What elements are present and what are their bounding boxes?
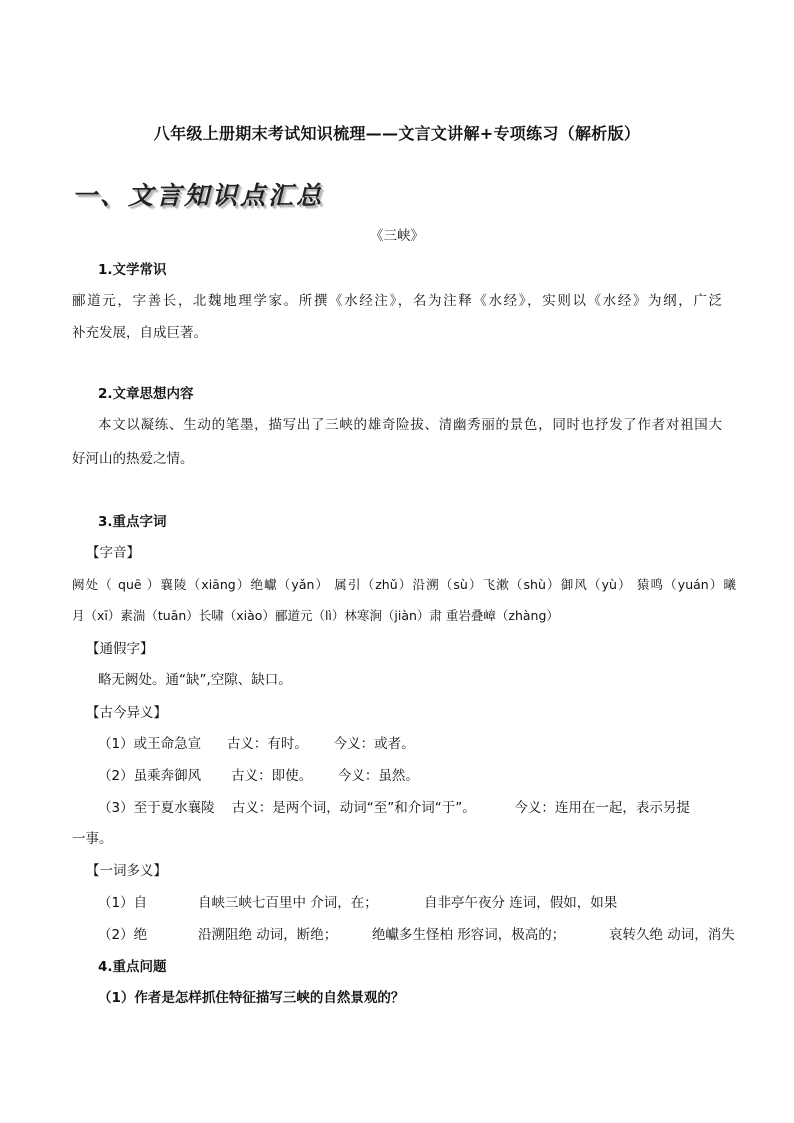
polysemy-meaning: 自峡三峡七百里中 介词，在； <box>198 895 378 911</box>
paragraph-line: （3）至于夏水襄陵 古义：是两个词，动词“至”和介词“于”。 今义：连用在一起，表示另提 <box>98 800 690 816</box>
document-title: 八年级上册期末考试知识梳理——文言文讲解+专项练习（解析版） <box>153 124 641 143</box>
paragraph-line: 月（xī）素湍（tuān）长啸（xiào）郦道元（lì）林寒涧（jiàn）肃 重岩叠嶂（zhàng） <box>72 608 559 623</box>
paragraph-line: 郦道元，字善长，北魏地理学家。所撰《水经注》，名为注释《水经》，实则以《水经》为纲，广泛 <box>72 293 722 309</box>
heading-literary-knowledge: 1.文学常识 <box>98 262 167 278</box>
paragraph-line: 好河山的热爱之情。 <box>72 451 194 467</box>
heading-key-words: 3.重点字词 <box>98 514 167 530</box>
polysemy-meaning: 哀转久绝 动词，消失 <box>609 927 735 943</box>
polysemy-word: （1）自 <box>98 895 148 911</box>
heading-main-idea: 2.文章思想内容 <box>98 386 194 402</box>
paragraph-line: （2）虽乘奔御风 古义：即使。 今义：虽然。 <box>98 768 419 784</box>
label-tongjia: 【通假字】 <box>86 641 154 657</box>
polysemy-meaning: 绝巘多生怪柏 形容词，极高的； <box>372 927 566 943</box>
paragraph-line: （1）或王命急宣 古义：有时。 今义：或者。 <box>98 736 415 752</box>
paragraph-line: 略无阙处。通“缺”,空隙、缺口。 <box>98 672 292 688</box>
polysemy-meaning: 沿溯阻绝 动词，断绝； <box>198 927 338 943</box>
question-item: （1）作者是怎样抓住特征描写三峡的自然景观的？ <box>98 990 405 1006</box>
lesson-title: 《三峡》 <box>370 228 424 244</box>
label-pronunciation: 【字音】 <box>86 545 140 561</box>
polysemy-word: （2）绝 <box>98 927 148 943</box>
paragraph-line: 阙处（ quē ）襄陵（xiāng）绝巘（yǎn） 属引（zhǔ）沿溯（sù）飞漱（shù）御风（yù） 猿鸣（yuán）曦 <box>72 577 736 592</box>
label-polysemy: 【一词多义】 <box>86 863 167 879</box>
polysemy-meaning: 自非亭午夜分 连词，假如，如果 <box>424 895 618 911</box>
section-heading: 一、文言知识点汇总 <box>72 181 325 210</box>
heading-key-questions: 4.重点问题 <box>98 959 167 975</box>
paragraph-line: 一事。 <box>72 831 113 847</box>
paragraph-line: 补充发展，自成巨著。 <box>72 325 207 341</box>
label-gujin: 【古今异义】 <box>86 705 167 721</box>
paragraph-line: 本文以凝练、生动的笔墨，描写出了三峡的雄奇险拔、清幽秀丽的景色，同时也抒发了作者对祖国大 <box>98 417 722 433</box>
